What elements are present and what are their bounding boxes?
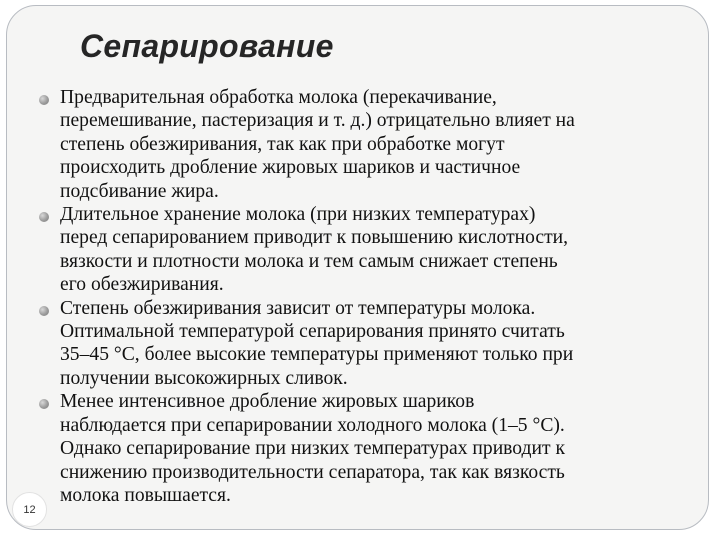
bullet-text-line: его обезжиривания. bbox=[60, 274, 224, 296]
bullet-item bbox=[34, 203, 702, 297]
bullet-text-line: подсбивание жира. bbox=[60, 180, 219, 202]
slide-title: Сепарирование bbox=[80, 28, 334, 64]
bullet-text-line: Степень обезжиривания зависит от температуры молока. bbox=[60, 297, 536, 319]
bullet-text-line: Менее интенсивное дробление жировых шариков bbox=[60, 391, 475, 413]
bullet-text-line: снижению производительности сепаратора, так как вязкость bbox=[60, 461, 565, 483]
bullet-text-line: получении высокожирных сливок. bbox=[60, 367, 348, 389]
bullet-item bbox=[34, 297, 702, 391]
bullet-text-line: наблюдается при сепарировании холодного молока (1–5 °С). bbox=[60, 414, 565, 436]
bullet-text-line: 35–45 °С, более высокие температуры применяют только при bbox=[60, 344, 574, 366]
bullet-text-line: Предварительная обработка молока (перекачивание, bbox=[60, 87, 497, 108]
bullet-item bbox=[34, 86, 702, 203]
bullet-text-line: Однако сепарирование при низких температурах приводит к bbox=[60, 438, 565, 460]
bullet-text-line: перед сепарированием приводит к повышению кислотности, bbox=[60, 227, 569, 249]
bullet-text-line: степень обезжиривания, так как при обработке могут bbox=[60, 133, 505, 155]
slide-number-badge: 12 bbox=[12, 492, 47, 527]
bullet-text-line: Длительное хранение молока (при низких температурах) bbox=[60, 204, 536, 226]
bullet-dot-icon bbox=[39, 95, 49, 105]
bullet-text-line: молока повышается. bbox=[60, 484, 231, 506]
bullet-text-line: вязкости и плотности молока и тем самым снижает степень bbox=[60, 250, 558, 272]
bullet-text-line: Оптимальной температурой сепарирования принято считать bbox=[60, 321, 565, 343]
bullet-dot-icon bbox=[39, 399, 49, 409]
bullet-dot-icon bbox=[39, 306, 49, 316]
bullet-dot-icon bbox=[39, 212, 49, 222]
bullet-list bbox=[34, 86, 702, 507]
bullet-text-line: происходить дробление жировых шариков и частичное bbox=[60, 157, 521, 179]
bullet-item bbox=[34, 390, 702, 507]
bullet-text-line: перемешивание, пастеризация и т. д.) отрицательно влияет на bbox=[60, 110, 575, 132]
